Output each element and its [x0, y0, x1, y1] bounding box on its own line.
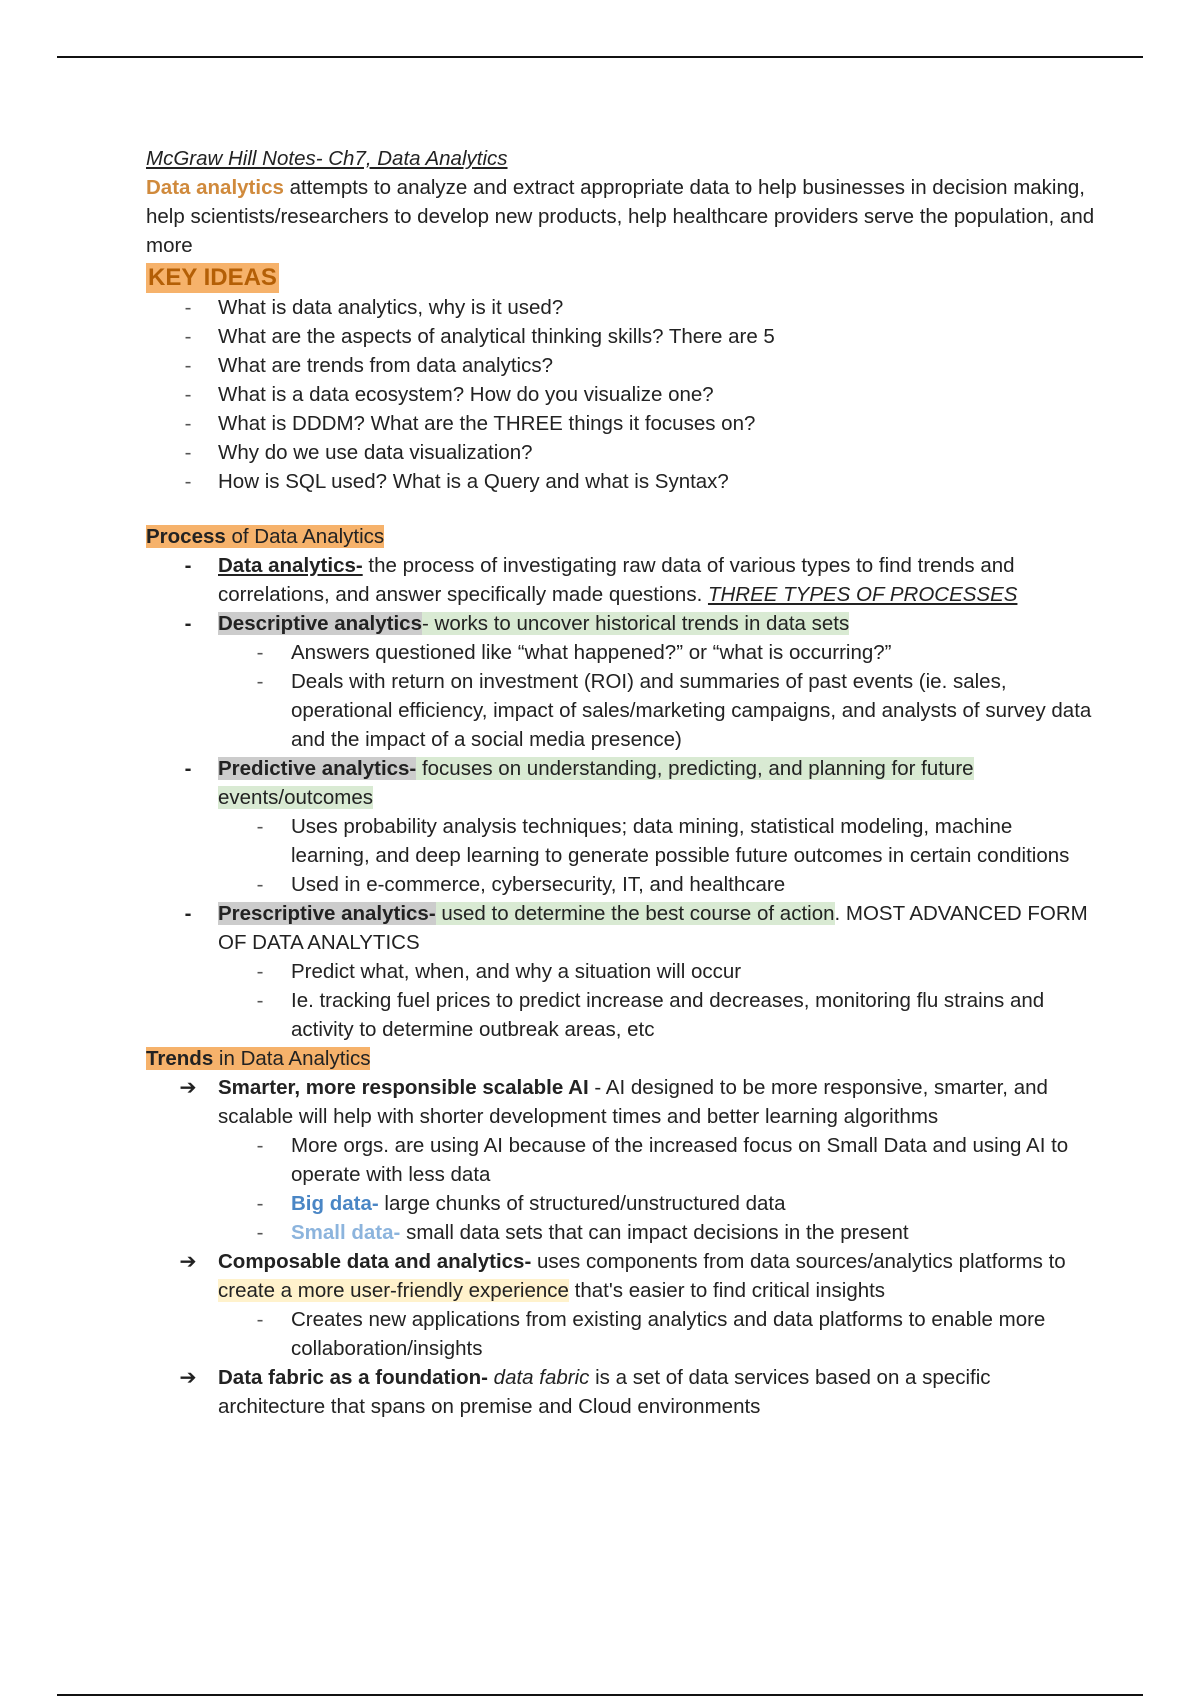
bullet-dash: -: [256, 815, 264, 838]
bullet-dash: -: [184, 383, 192, 406]
bullet-dash: -: [256, 1192, 264, 1215]
bullet-dash: -: [256, 1134, 264, 1157]
list-item: [146, 609, 1096, 638]
bottom-rule: [57, 1694, 1143, 1696]
list-item: [146, 899, 1096, 957]
prescriptive-note: . MOST ADVANCED FORM OF DATA ANALYTICS: [218, 902, 1088, 954]
bullet-dash: -: [256, 960, 264, 983]
bullet-dash: -: [256, 1308, 264, 1331]
list-item: - Predict what, when, and why a situation will occur: [146, 957, 1096, 986]
ai-term: Smarter, more responsible scalable AI: [218, 1076, 589, 1099]
list-item: - Why do we use data visualization?: [146, 438, 1096, 467]
list-item: - What is data analytics, why is it used?: [146, 293, 1096, 322]
list-item: - Deals with return on investment (ROI) and summaries of past events (ie. sales, operational efficiency, impact of sales/marketing campaigns, and analysts of survey data and the impact of a social media presence): [146, 667, 1096, 754]
process-list: [146, 551, 1096, 638]
descriptive-dash: -: [421, 612, 429, 635]
bullet-dash: -: [184, 554, 192, 577]
list-item: - How is SQL used? What is a Query and what is Syntax?: [146, 467, 1096, 496]
list-item: - What are the aspects of analytical thinking skills? There are 5: [146, 322, 1096, 351]
bullet-dash: -: [184, 325, 192, 348]
data-fabric-term: Data fabric as a foundation-: [218, 1366, 488, 1389]
bullet-dash: -: [256, 1221, 264, 1244]
process-heading: Process of Data Analytics: [146, 525, 385, 548]
big-data-term: Big data-: [291, 1192, 379, 1215]
intro-paragraph: [146, 173, 1096, 260]
list-item: ➔ Smarter, more responsible scalable AI - AI designed to be more responsive, smarter, and scalable will help with shorter development times and better learning algorithms: [146, 1073, 1096, 1131]
list-item: ➔ Data fabric as a foundation- data fabric is a set of data services based on a specific architecture that spans on premise and Cloud environments: [146, 1363, 1096, 1421]
bullet-dash: -: [256, 641, 264, 664]
bullet-dash: -: [184, 412, 192, 435]
list-item: - Ie. tracking fuel prices to predict increase and decreases, monitoring flu strains and activity to determine outbreak areas, etc: [146, 986, 1096, 1044]
composable-term: Composable data and analytics-: [218, 1250, 532, 1273]
list-item: - Creates new applications from existing analytics and data platforms to enable more collaboration/insights: [146, 1305, 1096, 1363]
list-item: - What is DDDM? What are the THREE things it focuses on?: [146, 409, 1096, 438]
list-item: - Small data- small data sets that can impact decisions in the present: [146, 1218, 1096, 1247]
bullet-dash: -: [184, 296, 192, 319]
arrow-bullet-icon: ➔: [179, 1366, 197, 1389]
bullet-dash: -: [256, 873, 264, 896]
list-item: - More orgs. are using AI because of the increased focus on Small Data and using AI to operate with less data: [146, 1131, 1096, 1189]
list-item: - Big data- large chunks of structured/unstructured data: [146, 1189, 1096, 1218]
user-friendly-highlight: create a more user-friendly experience: [218, 1279, 569, 1302]
predictive-definition: focuses on understanding, predicting, and planning for future events/outcomes: [218, 757, 974, 809]
predictive-sublist: [146, 812, 1096, 899]
key-ideas-list: [146, 293, 1096, 496]
bullet-dash: -: [184, 612, 192, 635]
descriptive-sublist: [146, 638, 1096, 754]
prescriptive-sublist: [146, 957, 1096, 1044]
top-rule: [57, 56, 1143, 58]
list-item: - Answers questioned like “what happened?” or “what is occurring?”: [146, 638, 1096, 667]
list-item: - Used in e-commerce, cybersecurity, IT, and healthcare: [146, 870, 1096, 899]
list-item: [146, 754, 1096, 812]
bullet-dash: -: [184, 902, 192, 925]
bullet-dash: -: [184, 354, 192, 377]
process-section: [146, 522, 1096, 1044]
bullet-dash: -: [256, 989, 264, 1012]
bullet-dash: -: [256, 670, 264, 693]
key-ideas-heading: KEY IDEAS: [148, 264, 277, 291]
three-types-label: THREE TYPES OF PROCESSES: [707, 583, 1018, 606]
predictive-term: Predictive analytics-: [218, 757, 417, 780]
bullet-dash: -: [184, 470, 192, 493]
list-item: - Uses probability analysis techniques; data mining, statistical modeling, machine learning, and deep learning to generate possible future outcomes in certain conditions: [146, 812, 1096, 870]
bullet-dash: -: [184, 757, 192, 780]
prescriptive-term: Prescriptive analytics-: [218, 902, 436, 925]
prescriptive-definition: used to determine the best course of action: [435, 902, 835, 925]
bullet-dash: -: [184, 441, 192, 464]
list-item: - What is a data ecosystem? How do you visualize one?: [146, 380, 1096, 409]
intro-term: Data analytics: [146, 176, 284, 199]
small-data-term: Small data-: [291, 1221, 401, 1244]
ai-sublist: [146, 1131, 1096, 1247]
data-fabric-italic: data fabric: [493, 1366, 590, 1389]
arrow-bullet-icon: ➔: [179, 1076, 197, 1099]
document-title: McGraw Hill Notes- Ch7, Data Analytics: [146, 147, 508, 170]
composable-sublist: [146, 1305, 1096, 1363]
trends-section: [146, 1044, 1096, 1421]
descriptive-term: Descriptive analytics: [218, 612, 422, 635]
intro-text: attempts to analyze and extract appropriate data to help businesses in decision making, help scientists/researchers to develop new products, help healthcare providers serve the population, and more: [146, 176, 1095, 257]
list-item: ➔ Composable data and analytics- uses components from data sources/analytics platforms to create a more user-friendly experience that's easier to find critical insights: [146, 1247, 1096, 1305]
key-ideas-section: [146, 260, 1096, 496]
document-body: [146, 144, 1096, 1421]
arrow-bullet-icon: ➔: [179, 1250, 197, 1273]
list-item: - Data analytics- the process of investigating raw data of various types to find trends and correlations, and answer specifically made questions. THREE TYPES OF PROCESSES: [146, 551, 1096, 609]
trends-heading: Trends in Data Analytics: [146, 1047, 371, 1070]
list-item: - What are trends from data analytics?: [146, 351, 1096, 380]
data-analytics-term: Data analytics-: [218, 554, 363, 577]
descriptive-definition: works to uncover historical trends in data sets: [428, 612, 850, 635]
